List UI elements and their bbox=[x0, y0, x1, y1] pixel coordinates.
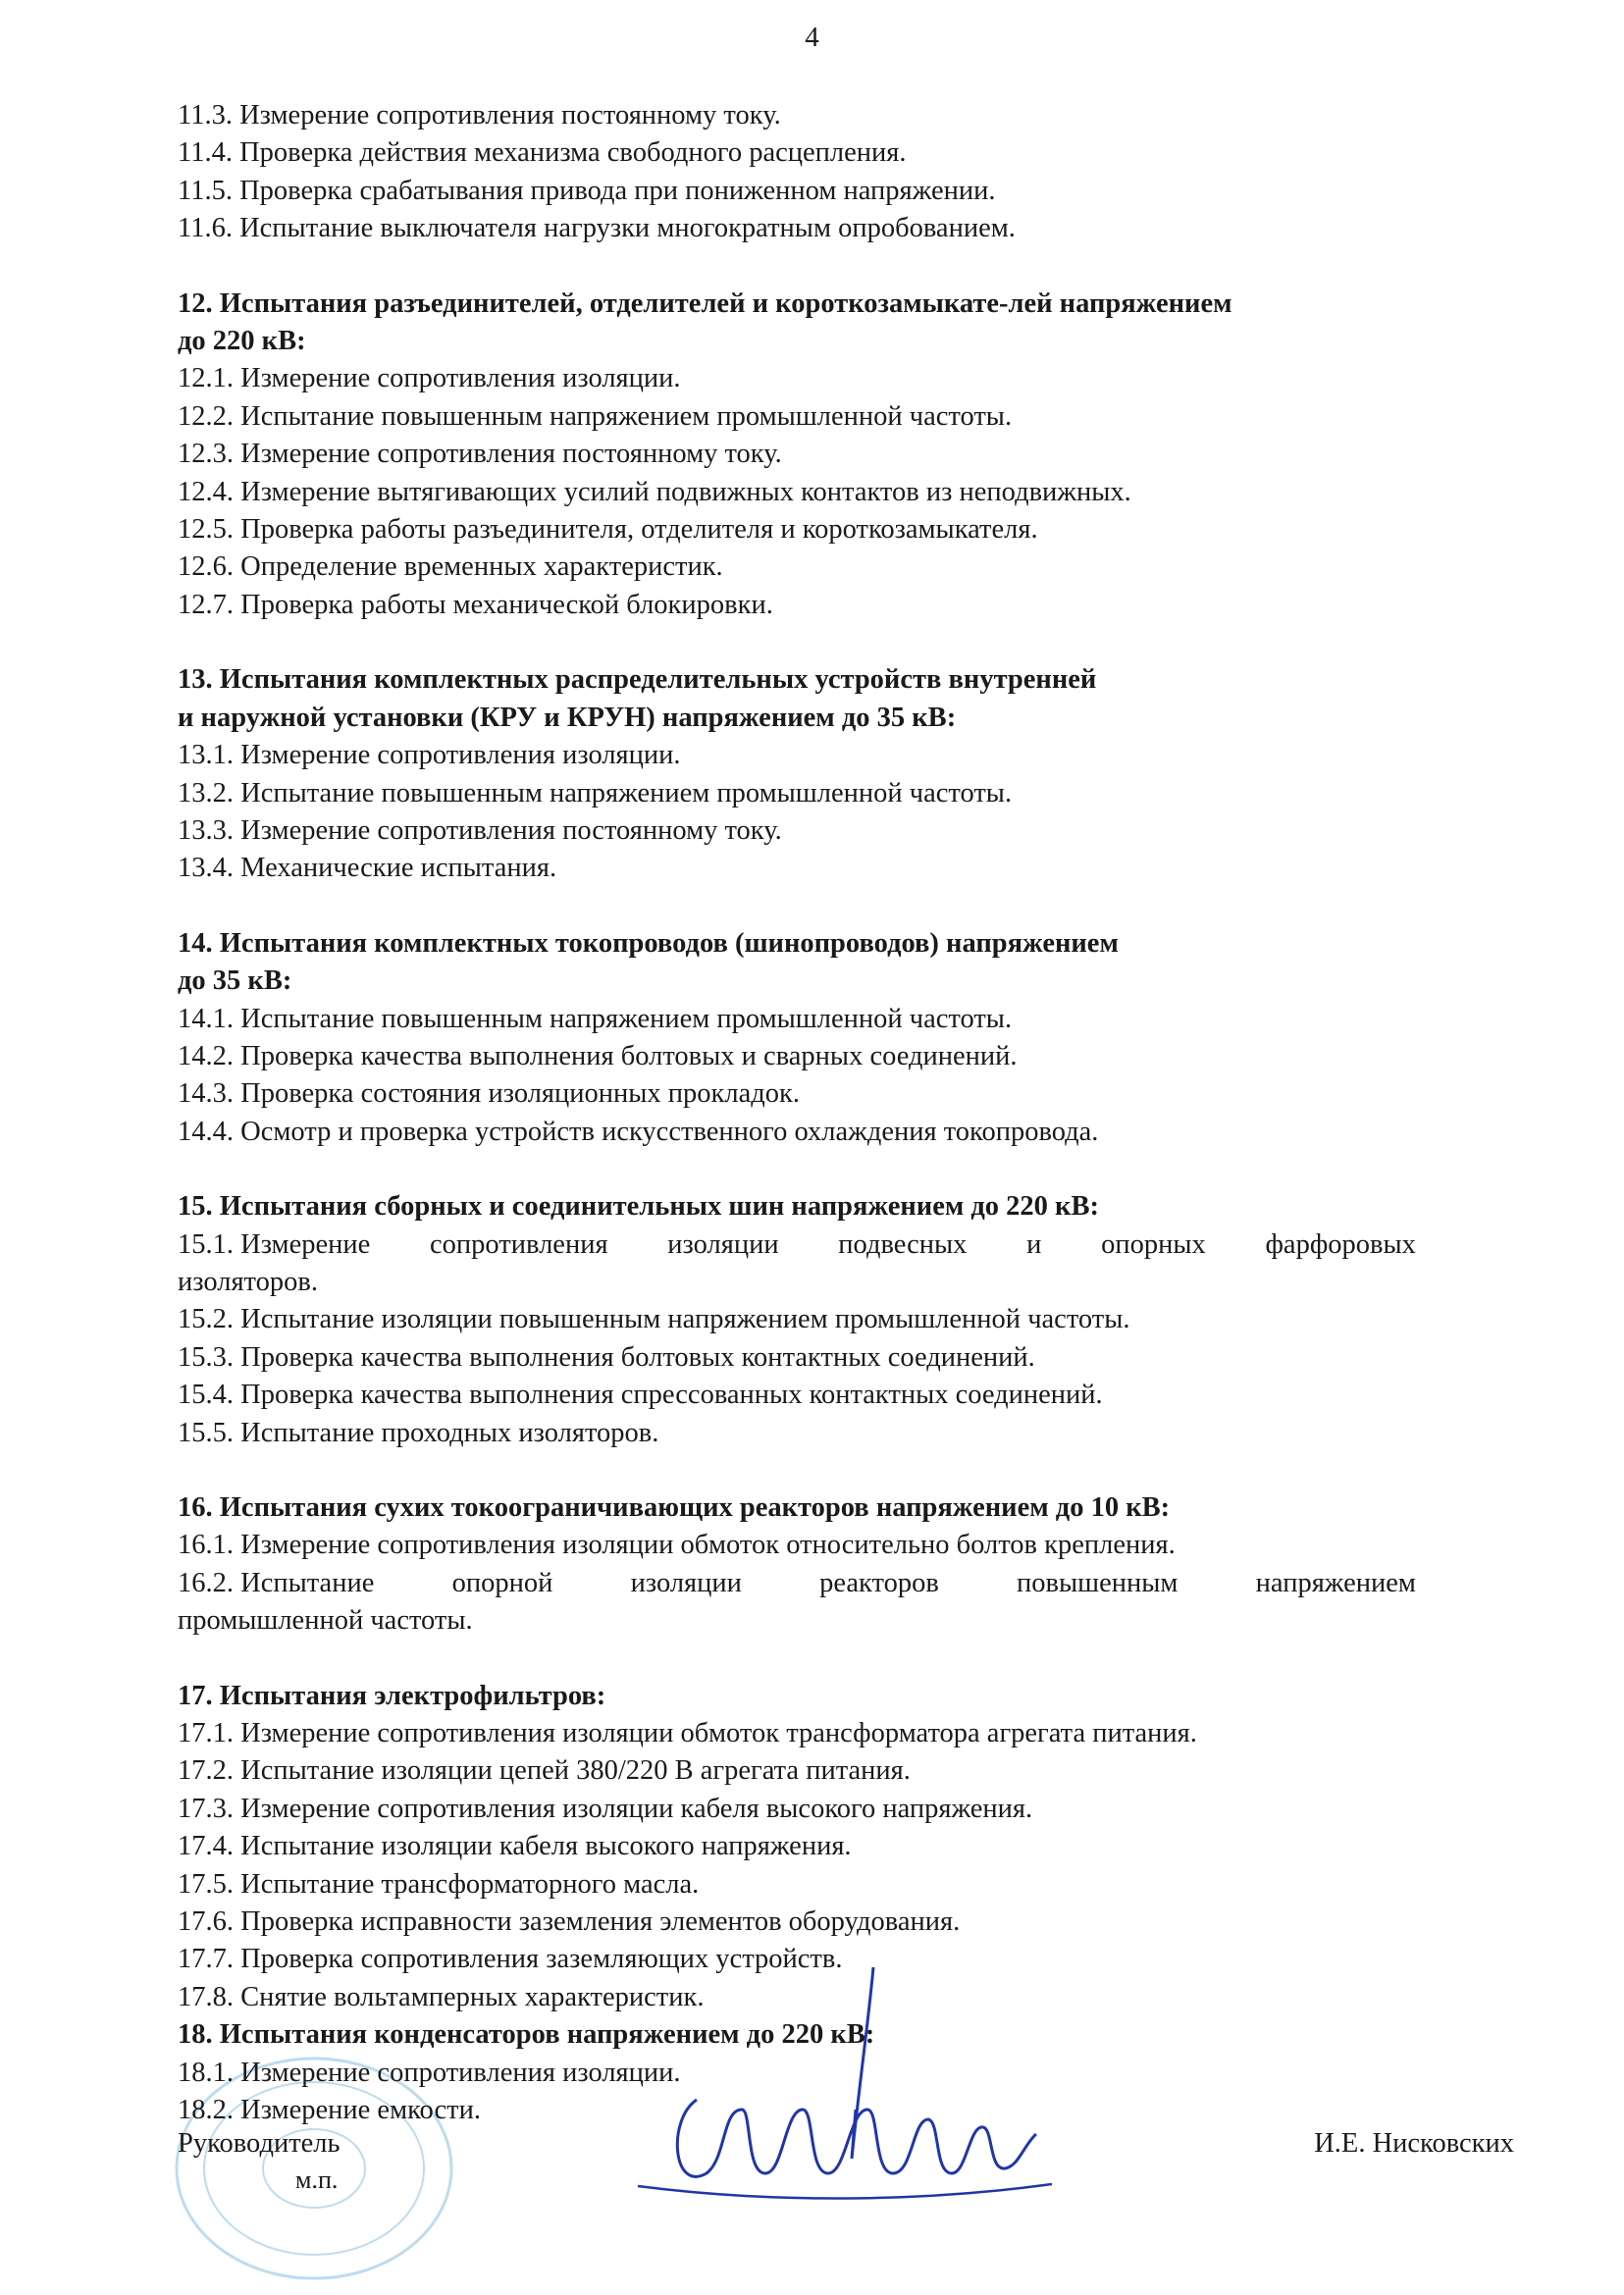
list-item: 15.2. Испытание изоляции повышенным напряжением промышленной частоты. bbox=[178, 1304, 1130, 1335]
list-item-justified bbox=[178, 1565, 1416, 1602]
section-heading: 13. Испытания комплектных распределительных устройств внутренней bbox=[178, 664, 1097, 696]
list-item: 12.2. Испытание повышенным напряжением промышленной частоты. bbox=[178, 400, 1013, 432]
list-item: 12.7. Проверка работы механической блокировки. bbox=[178, 589, 773, 620]
section-13 bbox=[178, 661, 1416, 887]
list-item-continuation: промышленной частоты. bbox=[178, 1605, 473, 1637]
word: 16.2. Испытание bbox=[178, 1567, 375, 1598]
section-heading: и наружной установки (КРУ и КРУН) напряжением до 35 кВ: bbox=[178, 702, 957, 733]
list-item: 13.4. Механические испытания. bbox=[178, 853, 557, 884]
list-item: 13.2. Испытание повышенным напряжением промышленной частоты. bbox=[178, 777, 1013, 808]
list-item: 17.6. Проверка исправности заземления элементов оборудования. bbox=[178, 1906, 961, 1938]
word: подвесных bbox=[838, 1228, 968, 1260]
word: реакторов bbox=[819, 1567, 939, 1598]
list-item: 11.6. Испытание выключателя нагрузки многократным опробованием. bbox=[178, 213, 1016, 244]
word: фарфоровых bbox=[1265, 1228, 1416, 1260]
section-heading: до 35 кВ: bbox=[178, 965, 292, 997]
word: сопротивления bbox=[430, 1228, 608, 1260]
word: изоляции bbox=[630, 1567, 742, 1598]
list-item: 14.2. Проверка качества выполнения болтовых и сварных соединений. bbox=[178, 1040, 1018, 1071]
document-body bbox=[178, 97, 1416, 2130]
list-item: 17.7. Проверка сопротивления заземляющих устройств. bbox=[178, 1944, 843, 1975]
page-number: 4 bbox=[805, 22, 819, 53]
section-heading: 16. Испытания сухих токоограничивающих реакторов напряжением до 10 кВ: bbox=[178, 1492, 1171, 1523]
signer-role: Руководитель bbox=[178, 2128, 341, 2159]
list-item: 15.3. Проверка качества выполнения болтовых контактных соединений. bbox=[178, 1341, 1035, 1373]
word: опорной bbox=[451, 1567, 553, 1598]
list-item: 11.3. Измерение сопротивления постоянному току. bbox=[178, 100, 781, 130]
list-item: 18.1. Измерение сопротивления изоляции. bbox=[178, 2057, 681, 2088]
section-heading: 12. Испытания разъединителей, отделителей и короткозамыкате-лей напряжением bbox=[178, 287, 1232, 319]
list-item: 12.6. Определение временных характеристик. bbox=[178, 551, 723, 583]
list-item: 18.2. Измерение емкости. bbox=[178, 2095, 481, 2126]
list-item: 11.5. Проверка срабатывания привода при пониженном напряжении. bbox=[178, 175, 996, 206]
section-heading: до 220 кВ: bbox=[178, 326, 306, 357]
list-item: 12.5. Проверка работы разъединителя, отделителя и короткозамыкателя. bbox=[178, 514, 1038, 546]
list-item: 17.8. Снятие вольтамперных характеристик. bbox=[178, 1981, 705, 2012]
section-heading: 17. Испытания электрофильтров: bbox=[178, 1680, 606, 1711]
list-item: 17.3. Измерение сопротивления изоляции кабеля высокого напряжения. bbox=[178, 1793, 1033, 1824]
word: и bbox=[1026, 1228, 1042, 1260]
section-11-continued bbox=[178, 97, 1416, 248]
list-item: 15.5. Испытание проходных изоляторов. bbox=[178, 1417, 659, 1448]
signer-name: И.Е. Нисковских bbox=[1314, 2128, 1514, 2159]
section-17 bbox=[178, 1678, 1416, 2017]
word: напряжением bbox=[1255, 1567, 1416, 1598]
list-item: 12.4. Измерение вытягивающих усилий подвижных контактов из неподвижных. bbox=[178, 476, 1131, 507]
list-item-continuation: изоляторов. bbox=[178, 1266, 318, 1297]
word: повышенным bbox=[1017, 1567, 1179, 1598]
word: изоляции bbox=[667, 1228, 779, 1260]
list-item: 12.3. Измерение сопротивления постоянному току. bbox=[178, 439, 782, 470]
section-16 bbox=[178, 1489, 1416, 1641]
section-heading: 14. Испытания комплектных токопроводов (шинопроводов) напряжением bbox=[178, 927, 1119, 959]
section-heading: 18. Испытания конденсаторов напряжением до 220 кВ: bbox=[178, 2019, 875, 2051]
section-heading: 15. Испытания сборных и соединительных шин напряжением до 220 кВ: bbox=[178, 1191, 1099, 1223]
list-item: 14.1. Испытание повышенным напряжением промышленной частоты. bbox=[178, 1003, 1013, 1034]
list-item: 17.5. Испытание трансформаторного масла. bbox=[178, 1868, 700, 1900]
list-item: 17.2. Испытание изоляции цепей 380/220 В агрегата питания. bbox=[178, 1755, 911, 1787]
list-item: 14.3. Проверка состояния изоляционных прокладок. bbox=[178, 1078, 800, 1110]
section-12 bbox=[178, 286, 1416, 625]
list-item: 16.1. Измерение сопротивления изоляции обмоток относительно болтов крепления. bbox=[178, 1530, 1176, 1561]
signature-block bbox=[178, 2128, 1514, 2246]
list-item: 14.4. Осмотр и проверка устройств искусственного охлаждения токопровода. bbox=[178, 1116, 1099, 1147]
list-item: 15.4. Проверка качества выполнения спрессованных контактных соединений. bbox=[178, 1380, 1103, 1411]
list-item: 17.4. Испытание изоляции кабеля высокого напряжения. bbox=[178, 1831, 852, 1862]
section-18 bbox=[178, 2016, 1416, 2129]
list-item: 13.1. Измерение сопротивления изоляции. bbox=[178, 740, 681, 771]
list-item: 11.4. Проверка действия механизма свободного расцепления. bbox=[178, 137, 907, 169]
section-15 bbox=[178, 1188, 1416, 1452]
stamp-place-label: м.п. bbox=[295, 2165, 339, 2194]
word: 15.1. Измерение bbox=[178, 1228, 371, 1260]
list-item: 12.1. Измерение сопротивления изоляции. bbox=[178, 363, 681, 394]
word: опорных bbox=[1101, 1228, 1206, 1260]
list-item: 13.3. Измерение сопротивления постоянному току. bbox=[178, 814, 782, 846]
section-14 bbox=[178, 925, 1416, 1151]
list-item-justified bbox=[178, 1226, 1416, 1264]
list-item: 17.1. Измерение сопротивления изоляции обмоток трансформатора агрегата питания. bbox=[178, 1718, 1197, 1749]
